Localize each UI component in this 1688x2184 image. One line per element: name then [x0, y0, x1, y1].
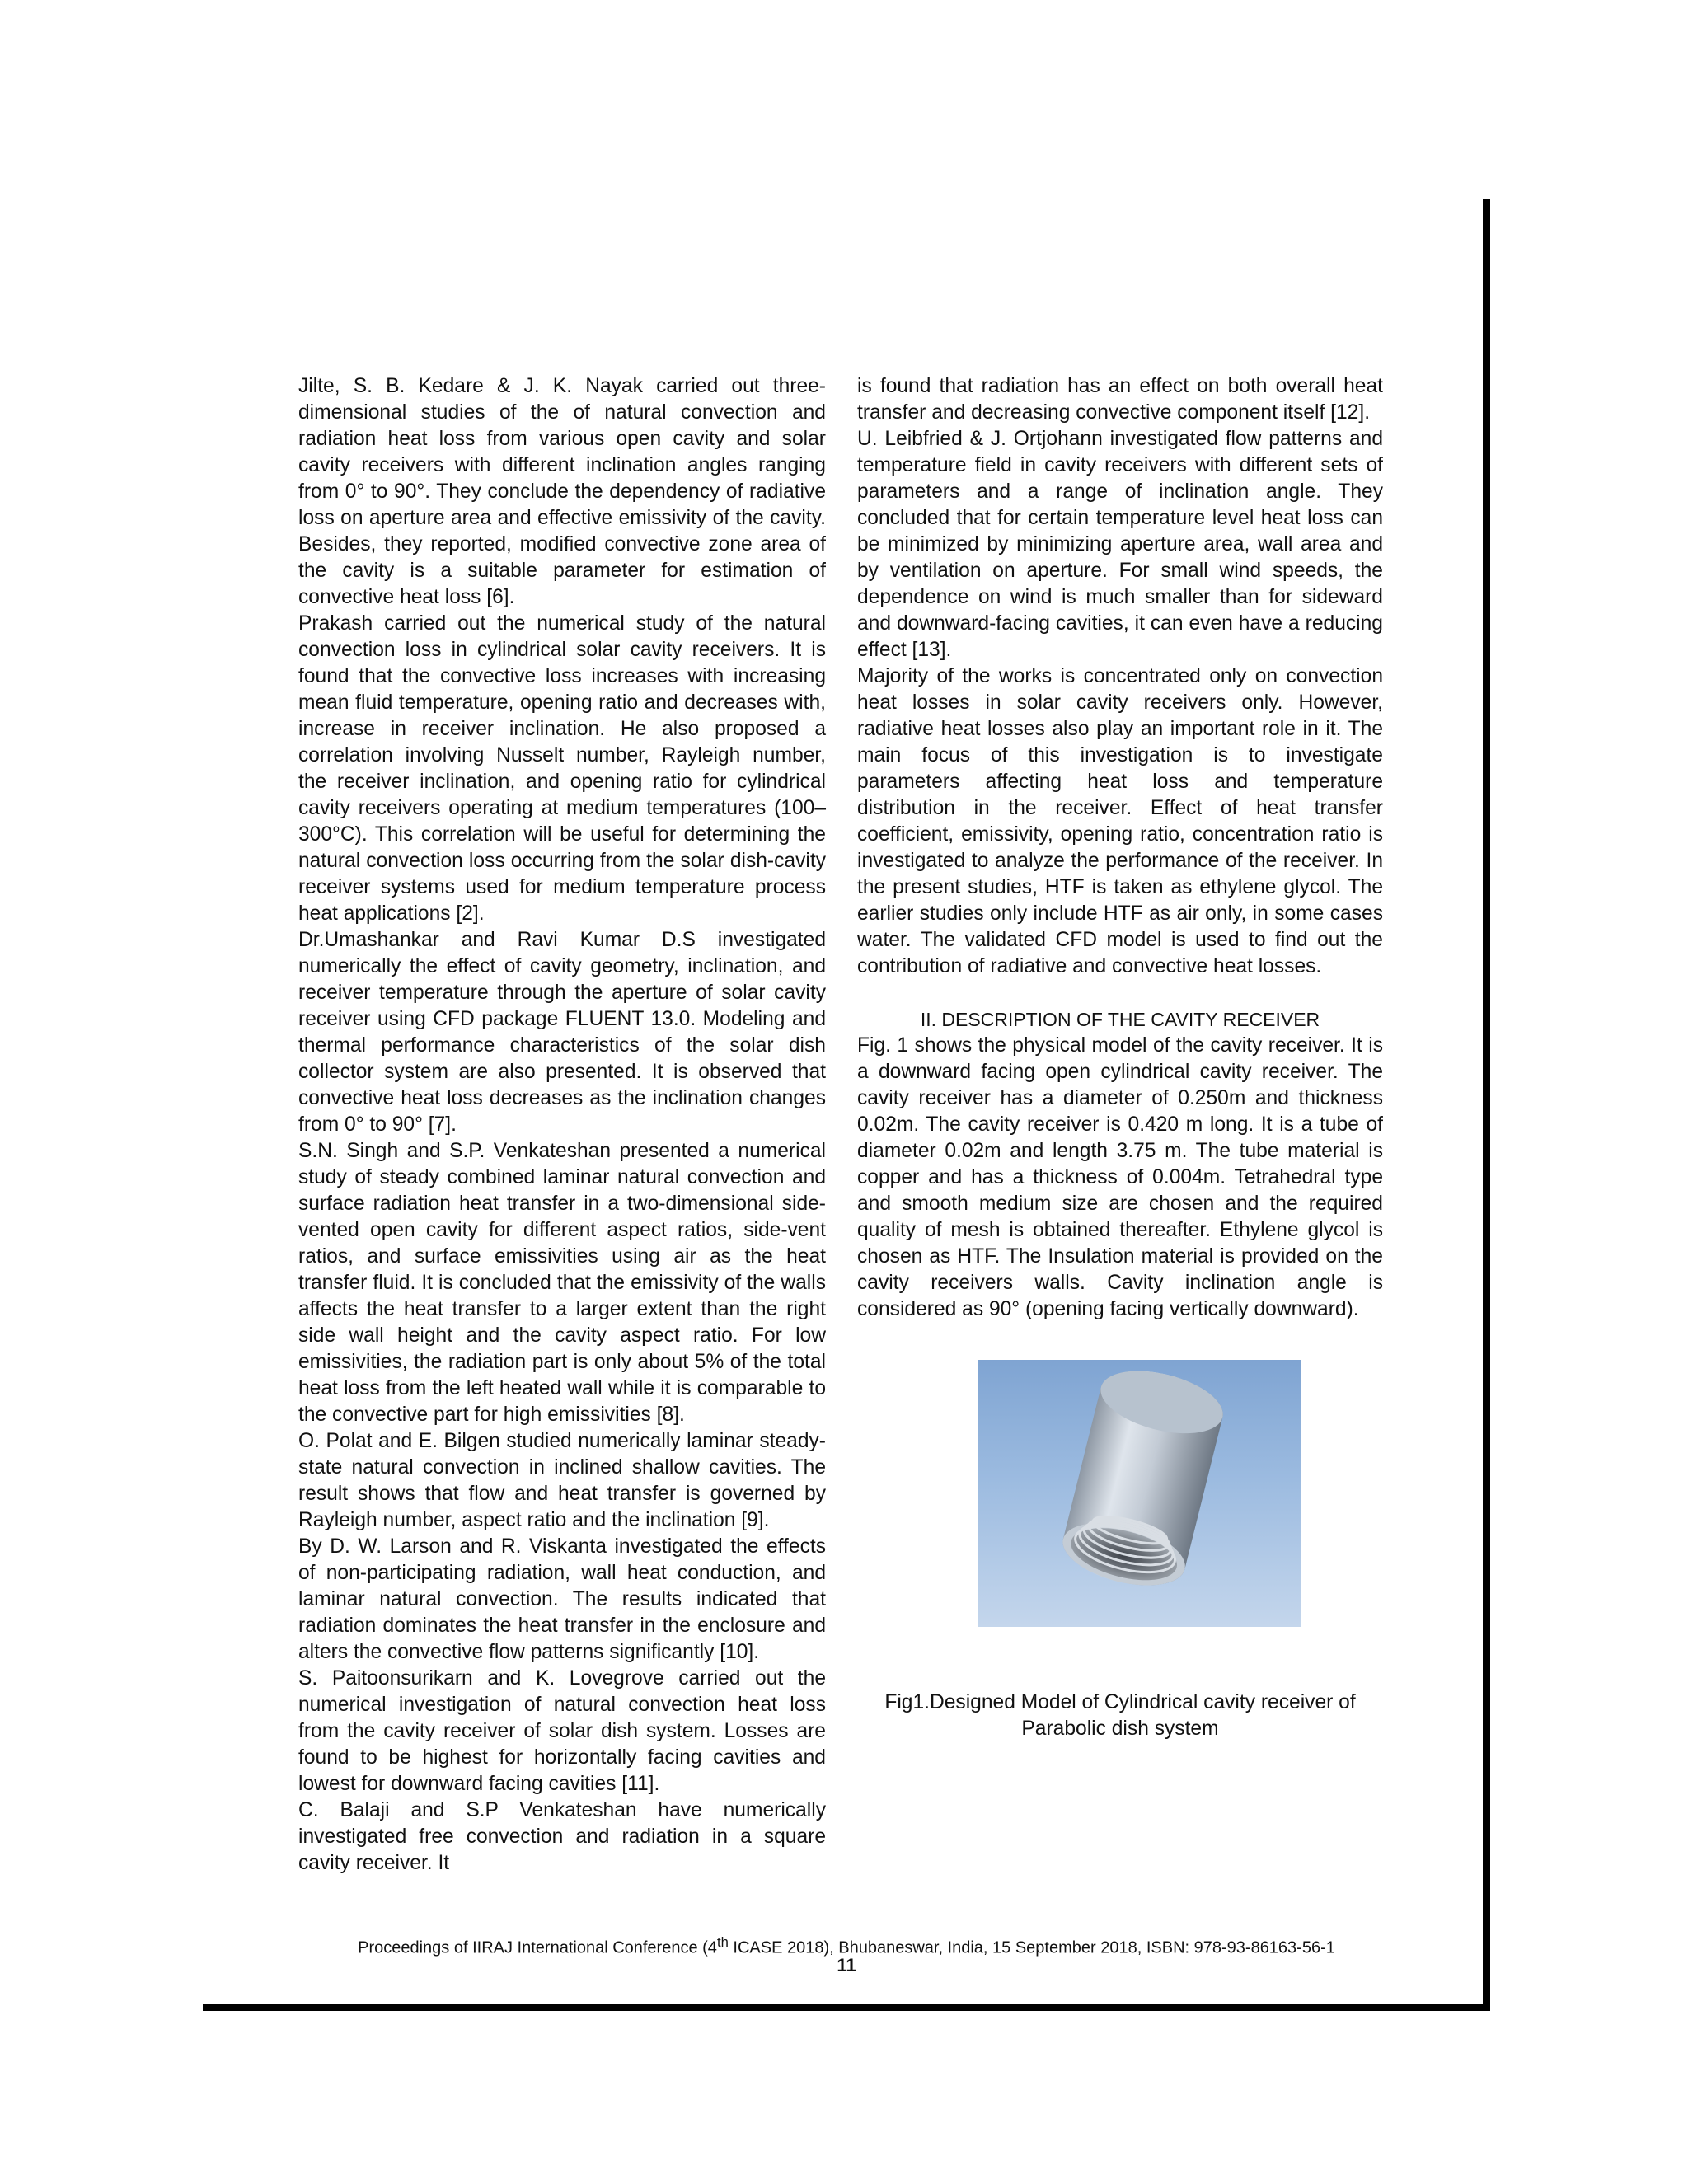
paragraph-larson: By D. W. Larson and R. Viskanta investigated the effects of non-participating radiation, wall heat conduction, and laminar natural convection. The results indicated that radiation dominates the heat transfer in the enclosure and alters the convective flow patterns significantly [10]. — [298, 1535, 826, 1663]
figure-caption-line2: Parabolic dish system — [1021, 1718, 1219, 1740]
cavity-receiver-figure — [978, 1360, 1301, 1627]
paragraph-description: Fig. 1 shows the physical model of the cavity receiver. It is a downward facing open cylindrical cavity receiver. The cavity receiver has a diameter of 0.250m and thickness 0.02m. The cavity receiver is 0.420 m long. It is a tube of diameter 0.02m and length 3.75 m. The tube material is copper and has a thickness of 0.004m. Tetrahedral type and smooth medium size are chosen and the required quality of mesh is obtained thereafter. Ethylene glycol is chosen as HTF. The Insulation material is provided on the cavity receivers walls. Cavity inclination angle is considered as 90° (opening facing vertically downward). — [857, 1034, 1383, 1320]
page-number: 11 — [837, 1955, 856, 1975]
footer-text-before: Proceedings of IIRAJ International Conference (4 — [358, 1938, 717, 1957]
paragraph-balaji: C. Balaji and S.P Venkateshan have numerically investigated free convection and radiation in a square cavity receiver. It — [298, 1799, 826, 1874]
paragraph-prakash: Prakash carried out the numerical study of the natural convection loss in cylindrical solar cavity receivers. It is found that the convective loss increases with increasing mean fluid temperature, opening ratio and decreases with, increase in receiver inclination. He also proposed a correlation involving Nusselt number, Rayleigh number, the receiver inclination, and opening ratio for cylindrical cavity receivers operating at medium temperatures (100–300°C). This correlation will be useful for determining the natural convection loss occurring from the solar dish-cavity receiver systems used for medium temperature process heat applications [2]. — [298, 612, 826, 925]
left-column — [298, 373, 826, 1877]
paragraph-umashankar: Dr.Umashankar and Ravi Kumar D.S investigated numerically the effect of cavity geometry, inclination, and receiver temperature through the aperture of solar cavity receiver using CFD package FLUENT 13.0. Modeling and thermal performance characteristics of the solar dish collector system are also presented. It is observed that convective heat loss decreases as the inclination changes from 0° to 90° [7]. — [298, 929, 826, 1136]
paragraph-radiation-effect: is found that radiation has an effect on both overall heat transfer and decreasing convective component itself [12]. — [857, 375, 1383, 424]
paragraph-leibfried: U. Leibfried & J. Ortjohann investigated flow patterns and temperature field in cavity receivers with different sets of parameters and a range of inclination angle. They concluded that for certain temperature level heat loss can be minimized by minimizing aperture area, wall area and by ventilation on aperture. For small wind speeds, the dependence on wind is much smaller than for sideward and downward-facing cavities, it can even have a reducing effect [13]. — [857, 428, 1383, 661]
section-heading: II. DESCRIPTION OF THE CAVITY RECEIVER — [920, 1009, 1320, 1030]
footer-sup: th — [716, 1934, 729, 1950]
paragraph-polat: O. Polat and E. Bilgen studied numerically laminar steady-state natural convection in inclined shallow cavities. The result shows that flow and heat transfer is governed by Rayleigh number, aspect ratio and the inclination [9]. — [298, 1430, 826, 1531]
paragraph-jilte: Jilte, S. B. Kedare & J. K. Nayak carried out three-dimensional studies of the of natural convection and radiation heat loss from various open cavity and solar cavity receivers with different inclination angles ranging from 0° to 90°. They conclude the dependency of radiative loss on aperture area and effective emissivity of the cavity. Besides, they reported, modified convective zone area of the cavity is a suitable parameter for estimation of convective heat loss [6]. — [298, 375, 826, 608]
figure-caption-line1: Fig1.Designed Model of Cylindrical cavity receiver of — [884, 1691, 1356, 1713]
paragraph-majority: Majority of the works is concentrated only on convection heat losses in solar cavity receivers only. However, radiative heat losses also play an important role in it. The main focus of this investigation is to investigate parameters affecting heat loss and temperature distribution in the receiver. Effect of heat transfer coefficient, emissivity, opening ratio, concentration ratio is investigated to analyze the performance of the receiver. In the present studies, HTF is taken as ethylene glycol. The earlier studies only include HTF as air only, in some cases water. The validated CFD model is used to find out the contribution of radiative and convective heat losses. — [857, 665, 1383, 977]
cylinder-model-image — [978, 1360, 1301, 1627]
page-border-bottom — [203, 2004, 1490, 2011]
figure-caption — [857, 1690, 1383, 1742]
paragraph-paitoonsurikarn: S. Paitoonsurikarn and K. Lovegrove carried out the numerical investigation of natural convection heat loss from the cavity receiver of solar dish system. Losses are found to be highest for horizontally facing cavities and lowest for downward facing cavities [11]. — [298, 1667, 826, 1795]
right-column — [857, 373, 1383, 1323]
page-border-right — [1483, 199, 1490, 2011]
paragraph-singh: S.N. Singh and S.P. Venkateshan presented a numerical study of steady combined laminar natural convection and surface radiation heat transfer in a two-dimensional side-vented open cavity for different aspect ratios, side-vent ratios, and surface emissivities using air as the heat transfer fluid. It is concluded that the emissivity of the walls affects the heat transfer to a larger extent than the right side wall height and the cavity aspect ratio. For low emissivities, the radiation part is only about 5% of the total heat loss from the left heated wall while it is comparable to the convective part for high emissivities [8]. — [298, 1140, 826, 1426]
footer-text-after: ICASE 2018), Bhubaneswar, India, 15 September 2018, ISBN: 978-93-86163-56-1 — [728, 1938, 1335, 1957]
